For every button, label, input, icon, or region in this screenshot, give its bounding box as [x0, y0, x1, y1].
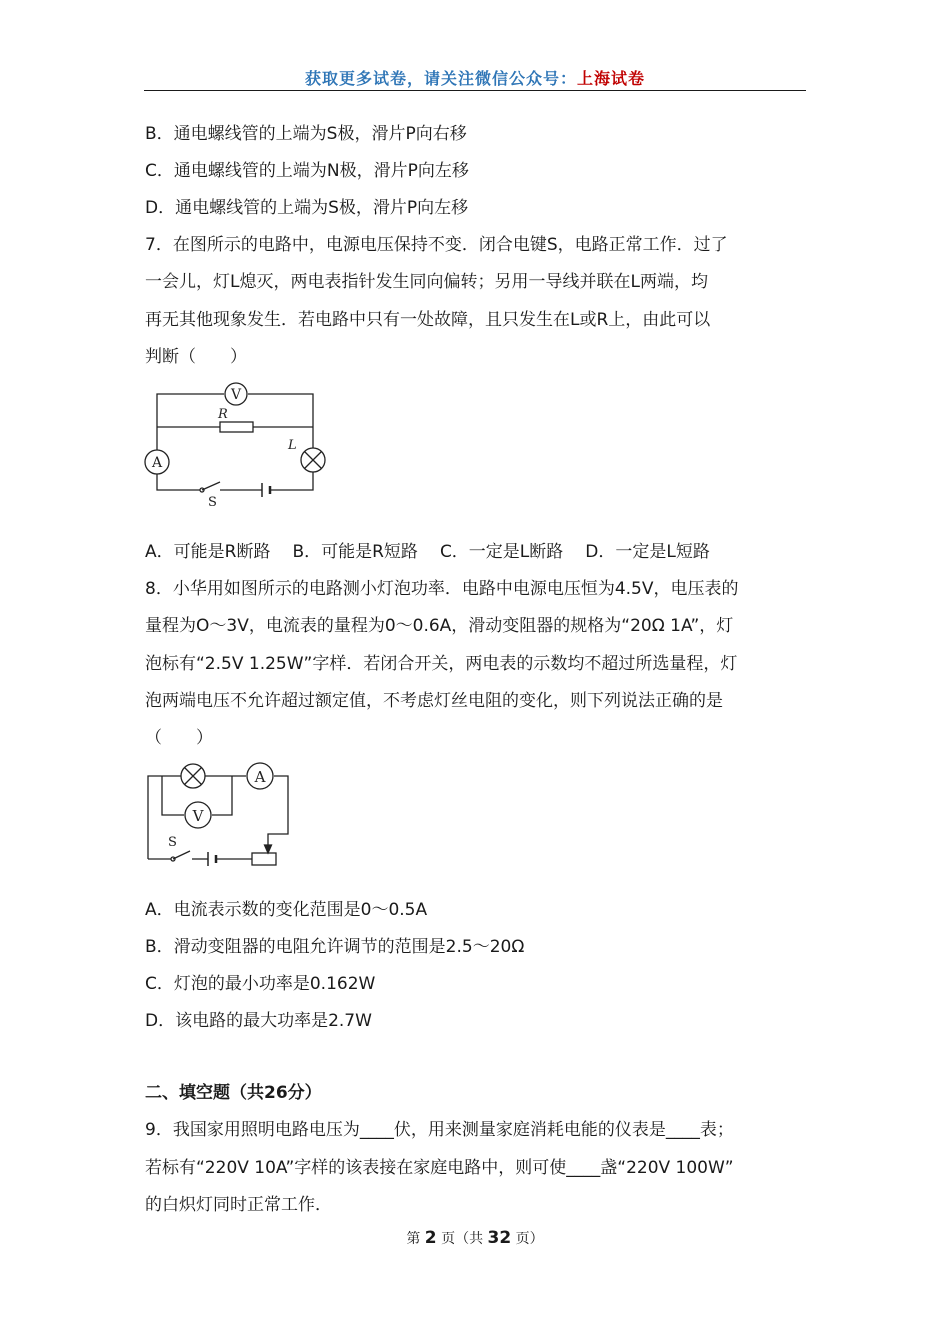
q7-options: [145, 542, 710, 562]
footer-page-number: 2: [424, 1228, 437, 1248]
q6-option-d: D．通电螺线管的上端为S极，滑片P向左移: [145, 198, 469, 218]
q8-switch-label: S: [168, 835, 177, 850]
q7-option-b: B．可能是R短路: [292, 542, 418, 562]
q8-stem-line5: （ ）: [145, 728, 213, 748]
q6-option-b: B．通电螺线管的上端为S极，滑片P向右移: [145, 124, 467, 144]
footer-total-pages: 32: [487, 1228, 512, 1248]
q7-switch-blade: [202, 482, 220, 490]
q8-switch-blade: [173, 851, 190, 859]
q7-resistor-symbol: [220, 422, 253, 432]
q8-stem-line1: 8．小华用如图所示的电路测小灯泡功率．电路中电源电压恒为4.5V，电压表的: [145, 579, 739, 599]
q9-stem-line2: 若标有“220V 10A”字样的该表接在家庭电路中，则可使____盏“220V 100W”: [145, 1158, 734, 1178]
q7-option-c: C．一定是L断路: [439, 542, 564, 562]
q7-stem-line3: 再无其他现象发生．若电路中只有一处故障，且只发生在L或R上，由此可以: [145, 310, 711, 330]
q9-stem-line1: 9．我国家用照明电路电压为____伏，用来测量家庭消耗电能的仪表是____表；: [145, 1120, 734, 1140]
q8-wire-voltmeter-right: [212, 776, 232, 815]
q8-stem-line4: 泡两端电压不允许超过额定值，不考虑灯丝电阻的变化，则下列说法正确的是: [145, 691, 723, 711]
q8-option-a: A．电流表示数的变化范围是0～0.5A: [145, 900, 428, 920]
q8-option-b: B．滑动变阻器的电阻允许调节的范围是2.5～20Ω: [145, 937, 525, 957]
q8-circuit-diagram: [140, 762, 300, 872]
q8-wire-right: [268, 776, 288, 845]
q7-option-a: A．可能是R断路: [145, 542, 271, 562]
header-divider: [144, 90, 806, 91]
q9-stem-line3: 的白炽灯同时正常工作．: [145, 1195, 332, 1215]
q7-wire-top-right: [248, 394, 313, 448]
footer-pre: 第: [406, 1231, 421, 1247]
q8-option-d: D．该电路的最大功率是2.7W: [145, 1011, 372, 1031]
q7-wire-bottom-left: [157, 474, 200, 490]
q8-stem-line2: 量程为O～3V，电流表的量程为0～0.6A，滑动变阻器的规格为“20Ω 1A”，灯: [145, 616, 734, 636]
q7-switch-label: S: [208, 495, 217, 510]
q8-option-c: C．灯泡的最小功率是0.162W: [145, 974, 376, 994]
q7-option-d: D．一定是L短路: [585, 542, 710, 562]
q7-lamp-label: L: [288, 438, 297, 453]
q7-circuit-diagram: [140, 378, 340, 513]
page-header: [144, 66, 806, 89]
header-prefix: 获取更多试卷，请关注微信公众号：: [304, 69, 577, 88]
q6-option-c: C．通电螺线管的上端为N极，滑片P向左移: [145, 161, 469, 181]
footer-mid: 页（共: [441, 1231, 484, 1247]
q8-wire-voltmeter-left: [162, 776, 184, 815]
q8-rheostat-body: [252, 853, 276, 865]
q8-ammeter-label: A: [254, 768, 266, 786]
q7-wire-bottom-right: [270, 472, 313, 490]
q8-stem-line3: 泡标有“2.5V 1.25W”字样．若闭合开关，两电表的示数均不超过所选量程，灯: [145, 654, 738, 674]
q7-stem-line1: 7．在图所示的电路中，电源电压保持不变．闭合电键S，电路正常工作．过了: [145, 235, 728, 255]
q7-voltmeter-label: V: [230, 387, 242, 403]
section2-title: 二、填空题（共26分）: [145, 1083, 322, 1103]
q8-rheostat-slider-arrow: [265, 845, 272, 853]
footer-post: 页）: [515, 1231, 544, 1247]
page-footer: [0, 1228, 950, 1248]
q7-wire-top-left: [157, 394, 224, 450]
q7-stem-line2: 一会儿，灯L熄灭，两电表指针发生同向偏转；另用一导线并联在L两端，均: [145, 272, 708, 292]
q8-voltmeter-label: V: [192, 807, 204, 825]
header-brand: 上海试卷: [577, 69, 646, 88]
q7-ammeter-label: A: [151, 455, 163, 471]
q7-resistor-label: R: [218, 407, 228, 422]
q7-stem-line4: 判断（ ）: [145, 347, 247, 367]
